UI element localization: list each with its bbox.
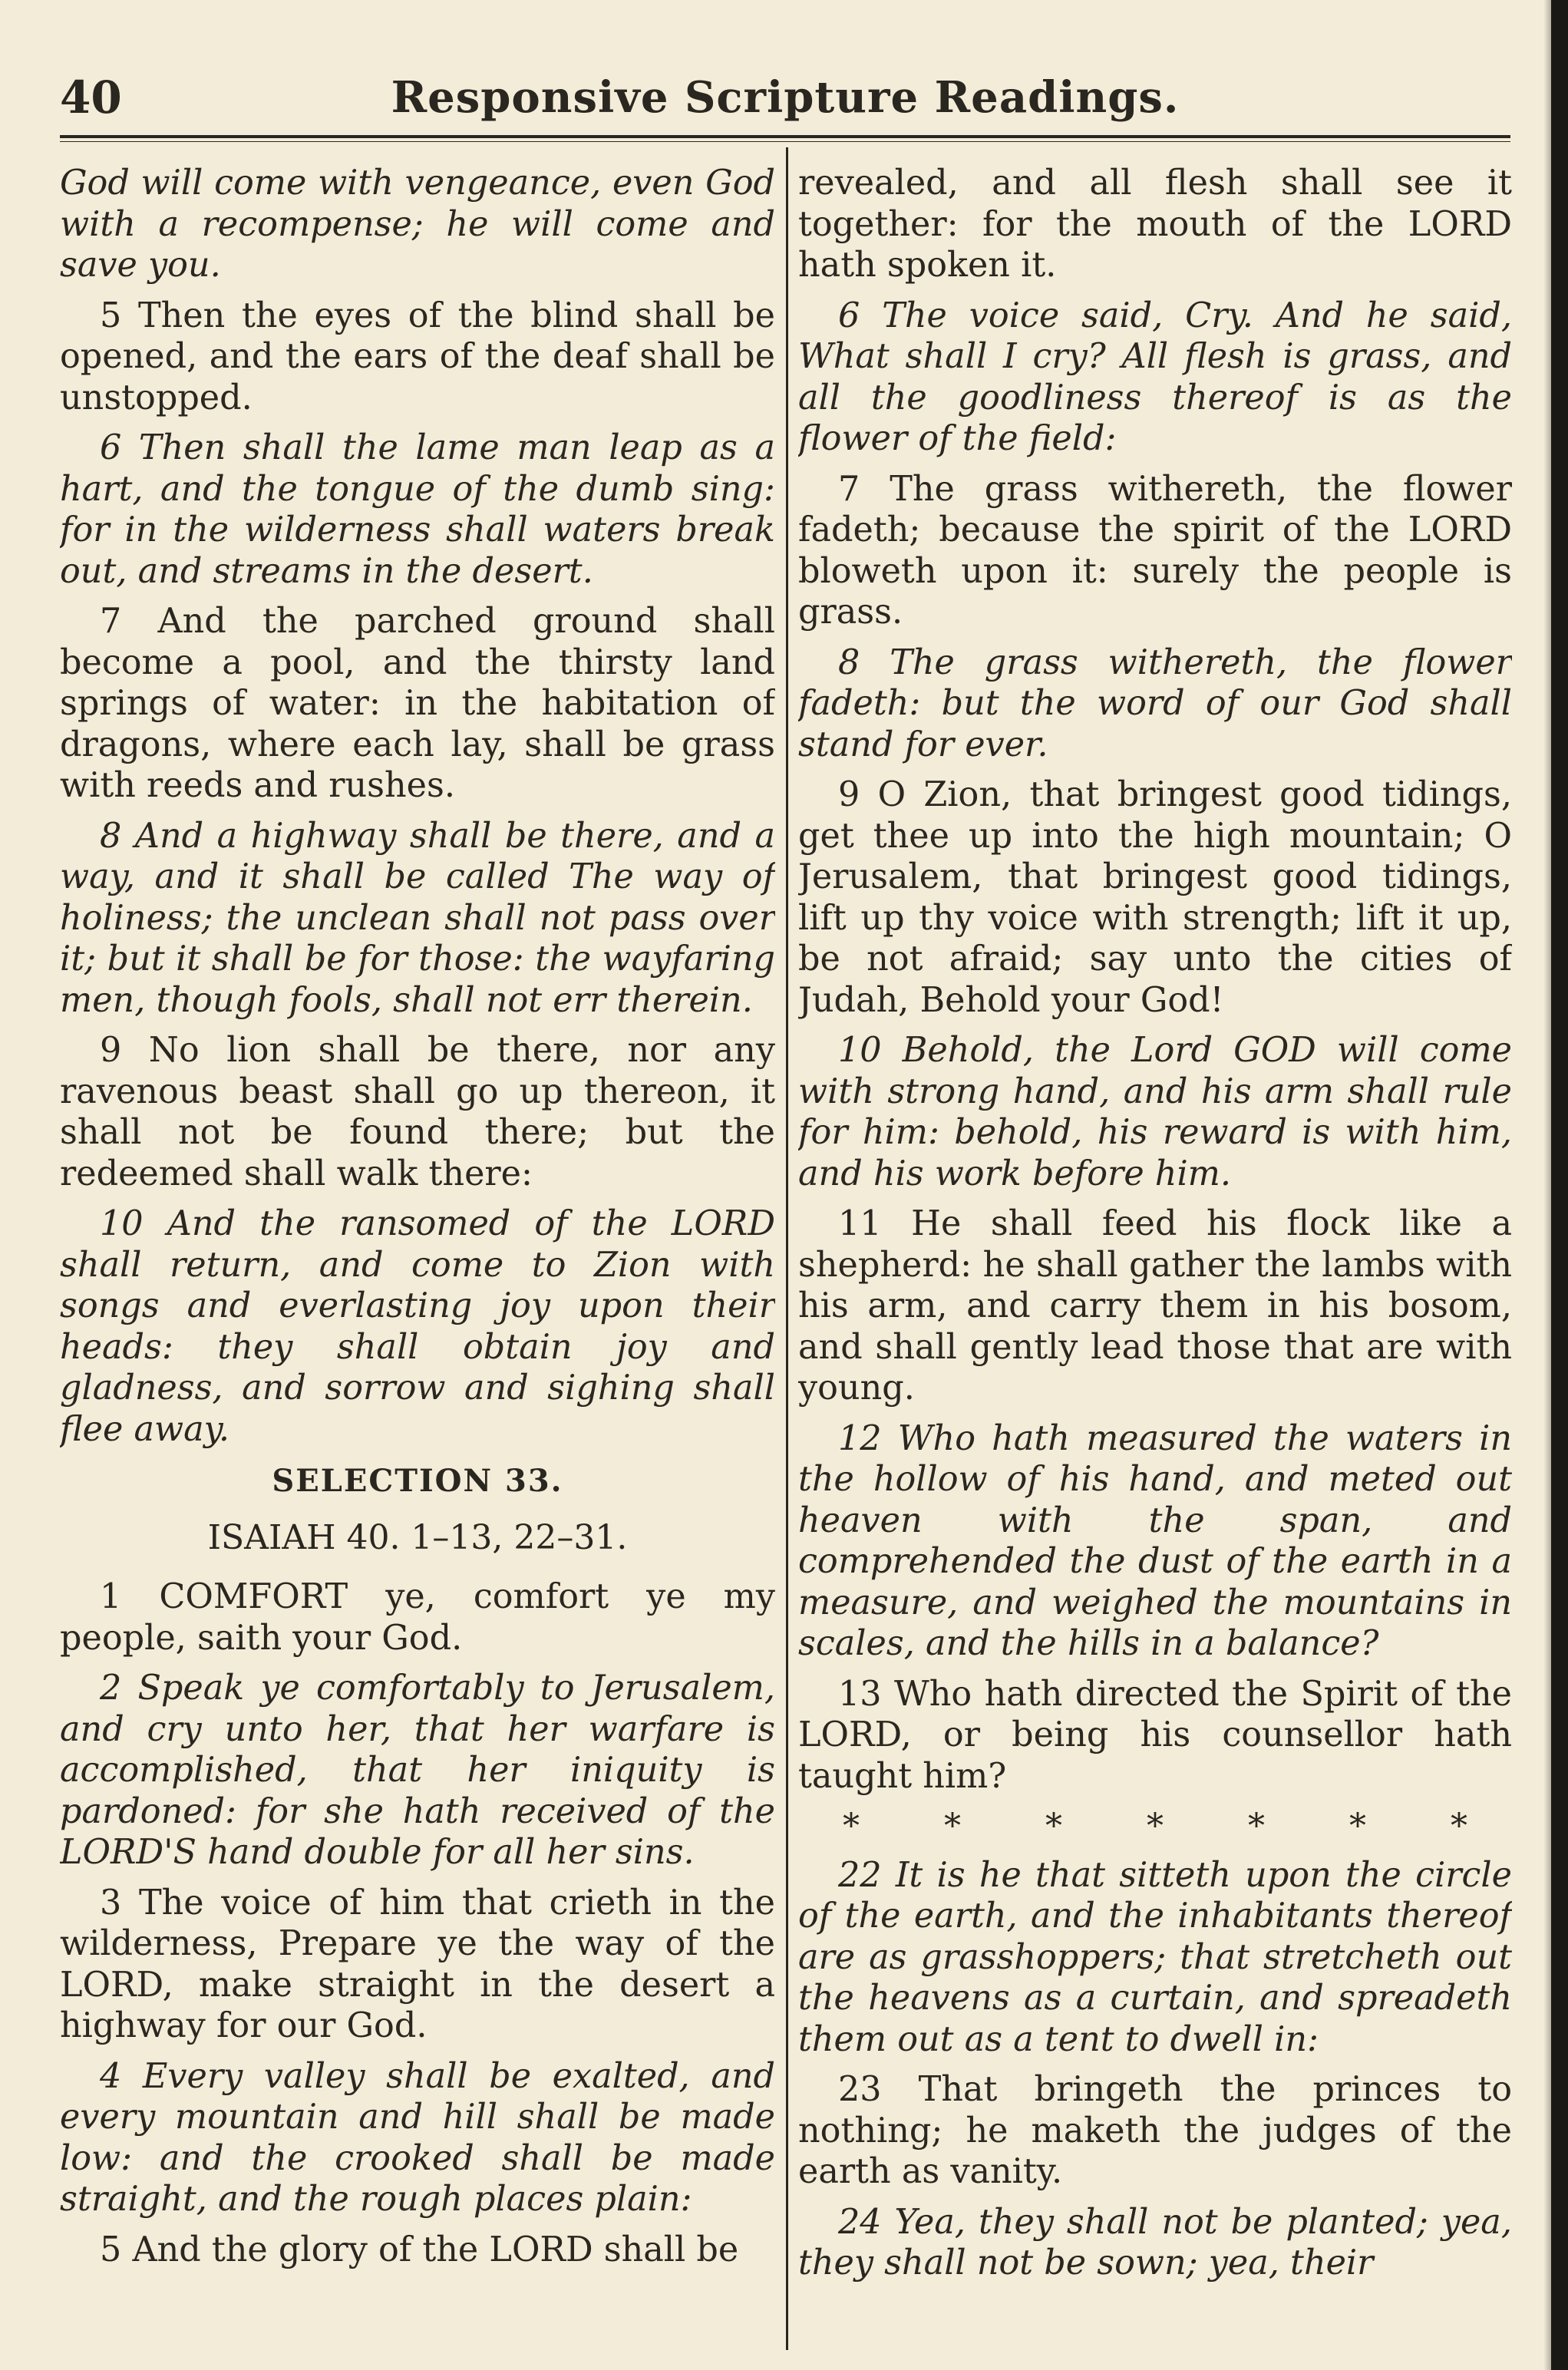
verse-text: 10 And the ransomed of the LORD shall return, and come to Zion with songs and everlasting joy upon their heads: they shall obtain joy and gladness, and sorrow and sighing shall flee away. <box>60 1204 775 1449</box>
column-divider <box>786 147 788 2350</box>
verse-text: 8 The grass withereth, the flower fadeth: but the word of our God shall stand for ever. <box>798 642 1512 764</box>
page-edge-shadow <box>1543 0 1551 2370</box>
verse-text: revealed, and all flesh shall see it together: for the mouth of the LORD hath spoken it. <box>798 163 1512 285</box>
verse-text: 5 And the glory of the LORD shall be <box>100 2230 739 2269</box>
verse-text: 8 And a highway shall be there, and a way, and it shall be called The way of holiness; the unclean shall not pass over it; but it shall be for those: the wayfaring men, though fools, shall not err therein. <box>60 816 775 1020</box>
verse-text: 12 Who hath measured the waters in the hollow of his hand, and meted out heaven with the span, and comprehended the dust of the earth in a measure, and weighed the mountains in scales, and the hills in a balance? <box>798 1418 1512 1663</box>
verse-text: 23 That bringeth the princes to nothing; he maketh the judges of the earth as vanity. <box>798 2070 1512 2191</box>
verse-text: 3 The voice of him that crieth in the wilderness, Prepare ye the way of the LORD, make straight in the desert a highway for our God. <box>60 1883 775 2045</box>
verse-text: 2 Speak ye comfortably to Jerusalem, and cry unto her, that her warfare is accomplished, that her iniquity is pardoned: for she hath received of the LORD'S hand double for all her sins. <box>60 1669 775 1872</box>
header-rule <box>60 135 1510 138</box>
omission-stars: * * * * * * * <box>843 1807 1467 1846</box>
scripture-reference: ISAIAH 40. 1–13, 22–31. <box>207 1517 628 1557</box>
right-column <box>798 163 1512 2346</box>
verse-text: 7 The grass withereth, the flower fadeth; because the spirit of the LORD bloweth upon it: surely the people is grass. <box>798 469 1512 632</box>
verse-text: God will come with vengeance, even God with a recompense; he will come and save you. <box>60 163 775 285</box>
verse-text: 11 He shall feed his flock like a shepherd: he shall gather the lambs with his arm, and carry them in his bosom, and shall gently lead those that are with young. <box>798 1204 1512 1408</box>
header-rule-thin <box>60 141 1510 142</box>
verse-text: 10 Behold, the Lord GOD will come with strong hand, and his arm shall rule for him: behold, his reward is with him, and his work before him. <box>798 1031 1512 1193</box>
left-column <box>60 163 775 2346</box>
verse-text: 9 O Zion, that bringest good tidings, get thee up into the high mountain; O Jerusalem, that bringest good tidings, lift up thy voice with strength; lift it up, be not afraid; say unto the cities of Judah, Behold your God! <box>798 775 1512 1020</box>
verse-text: 24 Yea, they shall not be planted; yea, they shall not be sown; yea, their <box>798 2202 1512 2283</box>
running-title: Responsive Scripture Readings. <box>391 72 1180 123</box>
verse-text: 13 Who hath directed the Spirit of the LORD, or being his counsellor hath taught him? <box>798 1674 1512 1796</box>
selection-heading: SELECTION 33. <box>272 1463 563 1499</box>
verse-text: 6 Then shall the lame man leap as a hart, and the tongue of the dumb sing: for in the wilderness shall waters break out, and streams in the desert. <box>60 428 775 591</box>
verse-text: 5 Then the eyes of the blind shall be opened, and the ears of the deaf shall be unstopped. <box>60 295 775 418</box>
verse-text: 9 No lion shall be there, nor any ravenous beast shall go up thereon, it shall not be found there; but the redeemed shall walk there: <box>60 1031 775 1193</box>
verse-text: 4 Every valley shall be exalted, and every mountain and hill shall be made low: and the crooked shall be made straight, and the rough places plain: <box>60 2056 775 2219</box>
verse-text: 1 COMFORT ye, comfort ye my people, saith your God. <box>60 1577 775 1658</box>
verse-text: 22 It is he that sitteth upon the circle of the earth, and the inhabitants thereof are as grasshoppers; that stretcheth out the heavens as a curtain, and spreadeth them out as a tent to dwell in: <box>798 1855 1512 2059</box>
book-spine-edge <box>1551 0 1568 2370</box>
page-number: 40 <box>60 71 122 124</box>
page-header <box>60 71 1510 124</box>
verse-text: 6 The voice said, Cry. And he said, What shall I cry? All flesh is grass, and all the goodliness thereof is as the flower of the field: <box>798 295 1512 458</box>
verse-text: 7 And the parched ground shall become a pool, and the thirsty land springs of water: in the habitation of dragons, where each lay, shall be grass with reeds and rushes. <box>60 602 775 805</box>
